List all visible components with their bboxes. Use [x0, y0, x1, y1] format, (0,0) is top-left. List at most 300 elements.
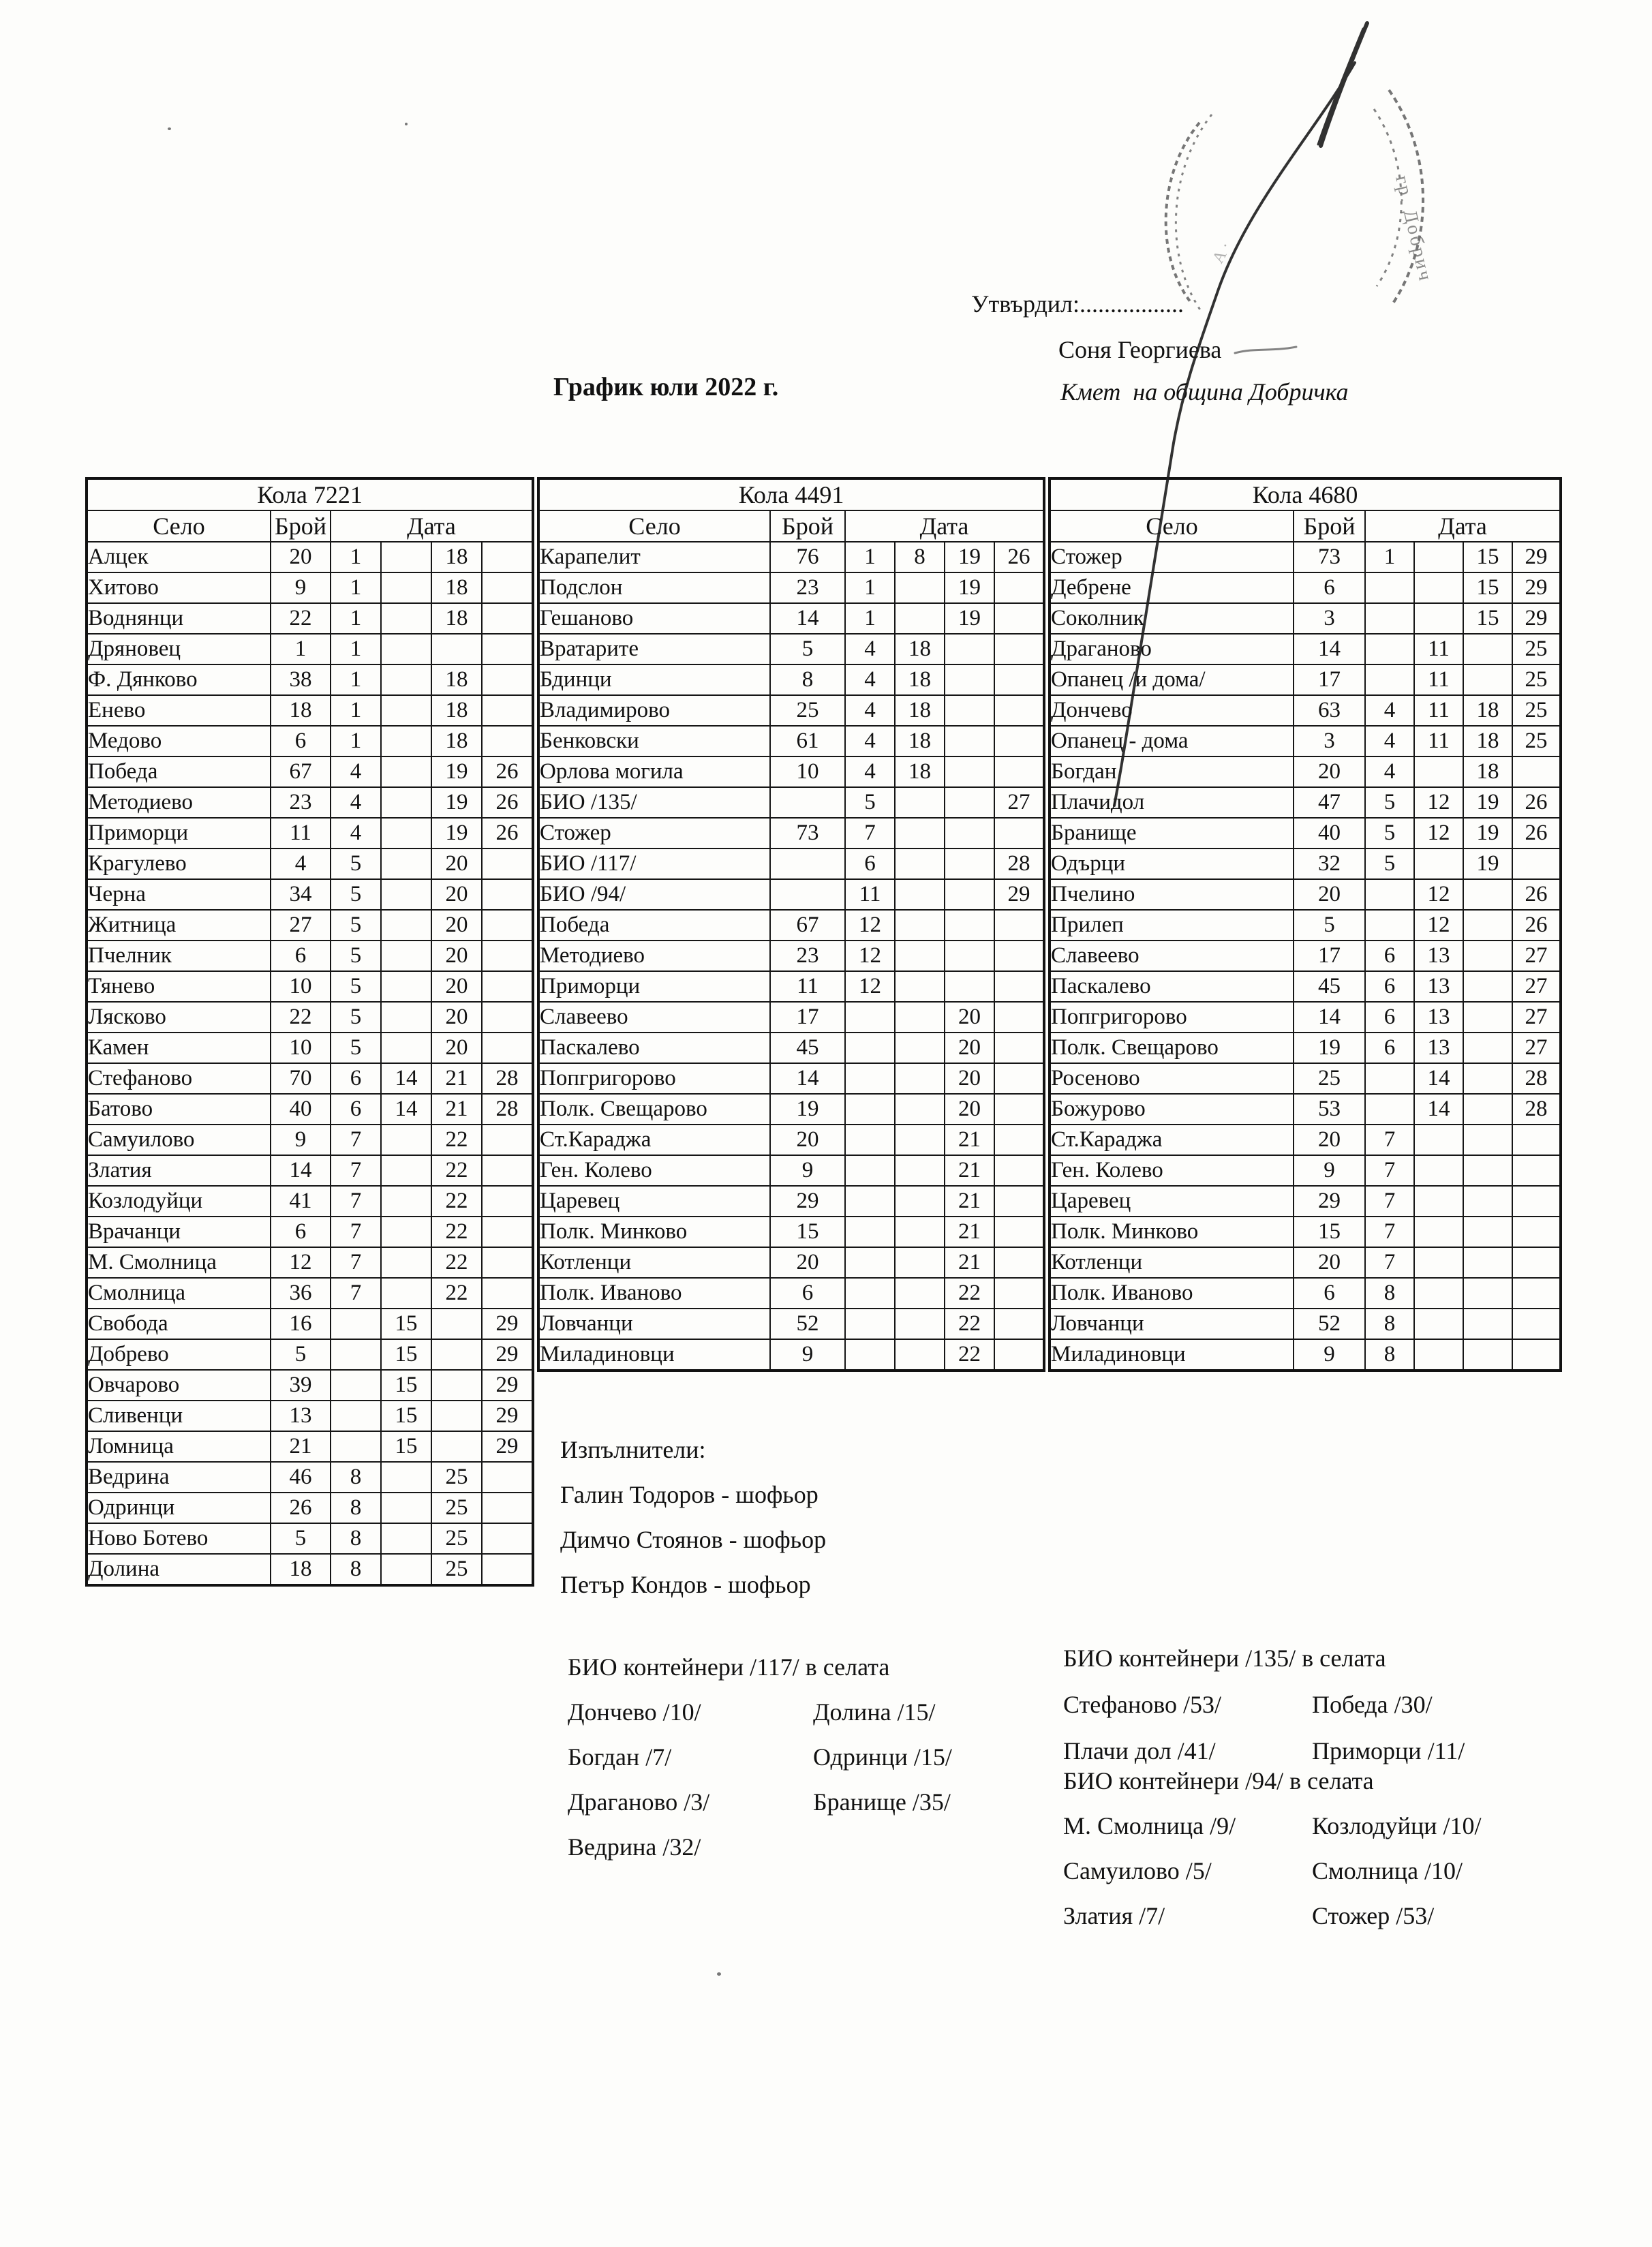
executor-driver: Петър Кондов - шофьор [560, 1571, 811, 1598]
date-cell: 11 [1414, 726, 1463, 756]
village-cell: Дряновец [87, 634, 271, 664]
table-row [1050, 726, 1561, 756]
bio-village-entry: Одринци /15/ [813, 1743, 952, 1771]
date-cell [482, 634, 533, 664]
village-cell: Смолница [87, 1278, 271, 1309]
village-column-header: Село [1050, 510, 1294, 542]
table-row [538, 1339, 1044, 1371]
table-row [538, 756, 1044, 787]
village-cell: Драганово [1050, 634, 1294, 664]
village-cell: Котленци [538, 1247, 770, 1278]
count-cell: 13 [271, 1401, 331, 1431]
date-cell: 4 [845, 664, 895, 695]
date-cell: 29 [1512, 572, 1561, 603]
date-cell: 15 [381, 1370, 431, 1401]
village-cell: Ф. Дянково [87, 664, 271, 695]
date-cell [945, 818, 994, 849]
count-cell: 40 [1294, 818, 1365, 849]
date-cell: 7 [1365, 1186, 1414, 1217]
car-header-row [1050, 478, 1561, 510]
date-cell [331, 1431, 381, 1462]
date-cell: 25 [1512, 726, 1561, 756]
table-row [1050, 910, 1561, 941]
village-cell: Батово [87, 1094, 271, 1125]
table-row [1050, 941, 1561, 971]
table-row [1050, 1247, 1561, 1278]
count-cell: 45 [770, 1033, 845, 1063]
date-cell: 1 [331, 726, 381, 756]
date-cell [331, 1309, 381, 1339]
date-cell: 4 [1365, 726, 1414, 756]
count-cell: 11 [770, 971, 845, 1002]
village-cell: Ловчанци [538, 1309, 770, 1339]
date-cell: 21 [945, 1217, 994, 1247]
date-cell: 5 [331, 971, 381, 1002]
table-row [87, 1278, 533, 1309]
date-cell: 18 [431, 664, 482, 695]
count-cell: 52 [770, 1309, 845, 1339]
table-row [87, 1094, 533, 1125]
date-cell: 5 [331, 1033, 381, 1063]
date-cell: 19 [945, 603, 994, 634]
date-cell [895, 818, 945, 849]
date-cell [381, 1554, 431, 1585]
date-cell: 18 [431, 726, 482, 756]
date-cell [895, 1278, 945, 1309]
village-cell: Енево [87, 695, 271, 726]
date-cell: 26 [1512, 910, 1561, 941]
table-row [87, 1462, 533, 1493]
date-cell: 28 [1512, 1063, 1561, 1094]
date-cell [895, 941, 945, 971]
table-row [87, 572, 533, 603]
count-cell: 9 [770, 1339, 845, 1371]
date-cell: 8 [1365, 1339, 1414, 1371]
date-cell: 15 [1463, 542, 1512, 572]
date-cell [895, 910, 945, 941]
date-cell: 22 [431, 1278, 482, 1309]
date-cell: 27 [1512, 1033, 1561, 1063]
village-cell: Победа [87, 756, 271, 787]
count-cell: 25 [1294, 1063, 1365, 1094]
date-cell [1512, 1278, 1561, 1309]
date-cell [1463, 634, 1512, 664]
stamp-city-text: гр. Добрич [1391, 173, 1437, 285]
date-cell [1365, 603, 1414, 634]
village-cell: Пчелник [87, 941, 271, 971]
date-cell [845, 1155, 895, 1186]
date-cell [331, 1339, 381, 1370]
date-cell: 5 [845, 787, 895, 818]
table-row [1050, 664, 1561, 695]
date-cell [1365, 572, 1414, 603]
village-cell: Полк. Свещарово [1050, 1033, 1294, 1063]
date-cell [895, 1155, 945, 1186]
count-cell [770, 849, 845, 879]
date-cell: 19 [431, 787, 482, 818]
date-cell: 4 [331, 787, 381, 818]
car-label: Кола 7221 [87, 478, 533, 510]
date-cell: 20 [431, 910, 482, 941]
date-cell [994, 1186, 1044, 1217]
count-cell: 8 [770, 664, 845, 695]
date-cell [482, 1554, 533, 1585]
count-cell: 6 [1294, 572, 1365, 603]
count-cell [770, 879, 845, 910]
date-cell [1365, 1094, 1414, 1125]
table-row [87, 542, 533, 572]
date-cell [381, 971, 431, 1002]
table-row [1050, 1217, 1561, 1247]
date-cell [1463, 941, 1512, 971]
date-cell: 8 [895, 542, 945, 572]
village-cell: Бранище [1050, 818, 1294, 849]
village-cell: Божурово [1050, 1094, 1294, 1125]
date-cell: 25 [431, 1523, 482, 1554]
date-cell: 22 [431, 1217, 482, 1247]
date-cell: 20 [431, 849, 482, 879]
schedule-table-kola-4680 [1048, 477, 1562, 1372]
date-cell: 19 [1463, 787, 1512, 818]
village-cell: Методиево [87, 787, 271, 818]
table-row [538, 879, 1044, 910]
village-cell: Хитово [87, 572, 271, 603]
date-cell: 5 [331, 941, 381, 971]
date-cell [482, 1493, 533, 1523]
table-row [1050, 879, 1561, 910]
table-row [538, 1002, 1044, 1033]
date-cell: 12 [845, 910, 895, 941]
date-column-header: Дата [331, 510, 533, 542]
bio-village-entry: Самуилово /5/ [1063, 1857, 1212, 1884]
count-cell: 23 [770, 572, 845, 603]
table-row [538, 1247, 1044, 1278]
date-cell: 6 [1365, 1033, 1414, 1063]
date-cell [1365, 1063, 1414, 1094]
date-cell [381, 695, 431, 726]
date-cell [482, 1186, 533, 1217]
date-cell [482, 879, 533, 910]
date-cell: 19 [945, 572, 994, 603]
date-cell [895, 1339, 945, 1371]
date-cell [895, 603, 945, 634]
date-cell [895, 572, 945, 603]
village-cell: Златия [87, 1155, 271, 1186]
date-cell: 1 [331, 542, 381, 572]
count-cell: 39 [271, 1370, 331, 1401]
count-cell: 45 [1294, 971, 1365, 1002]
table-row [1050, 1125, 1561, 1155]
village-column-header: Село [87, 510, 271, 542]
count-cell: 32 [1294, 849, 1365, 879]
date-cell: 25 [1512, 634, 1561, 664]
date-cell: 15 [381, 1401, 431, 1431]
table-row [87, 1523, 533, 1554]
date-cell: 22 [431, 1186, 482, 1217]
village-cell: БИО /117/ [538, 849, 770, 879]
date-cell [1463, 1339, 1512, 1371]
village-cell: Прилеп [1050, 910, 1294, 941]
count-cell: 34 [271, 879, 331, 910]
column-header-row [538, 510, 1044, 542]
count-cell: 14 [770, 1063, 845, 1094]
date-cell [895, 1063, 945, 1094]
date-cell [845, 1033, 895, 1063]
table-row [538, 1278, 1044, 1309]
table-row [1050, 695, 1561, 726]
count-cell: 9 [271, 572, 331, 603]
date-cell [994, 1339, 1044, 1371]
date-cell [482, 695, 533, 726]
table-row [87, 1309, 533, 1339]
table-row [1050, 756, 1561, 787]
date-cell [945, 910, 994, 941]
date-cell [1463, 971, 1512, 1002]
date-cell [1463, 1278, 1512, 1309]
date-cell [331, 1401, 381, 1431]
date-cell: 1 [1365, 542, 1414, 572]
date-cell: 19 [431, 818, 482, 849]
table-row [87, 849, 533, 879]
approval-label: Утвърдил:................. [971, 290, 1184, 318]
date-cell: 27 [1512, 941, 1561, 971]
date-cell: 4 [331, 818, 381, 849]
date-cell: 18 [431, 542, 482, 572]
date-cell: 12 [1414, 818, 1463, 849]
count-cell: 21 [271, 1431, 331, 1462]
date-cell: 19 [1463, 849, 1512, 879]
count-cell: 27 [271, 910, 331, 941]
date-cell: 19 [431, 756, 482, 787]
count-cell: 20 [770, 1247, 845, 1278]
village-cell: Козлодуйци [87, 1186, 271, 1217]
village-cell: Методиево [538, 941, 770, 971]
scan-speck [168, 127, 171, 130]
date-cell [994, 1309, 1044, 1339]
date-cell: 26 [482, 818, 533, 849]
table-row [1050, 1278, 1561, 1309]
village-cell: Царевец [1050, 1186, 1294, 1217]
count-cell: 76 [770, 542, 845, 572]
count-cell: 20 [1294, 756, 1365, 787]
count-cell: 9 [770, 1155, 845, 1186]
table-row [538, 910, 1044, 941]
count-cell: 10 [271, 971, 331, 1002]
date-cell [482, 1247, 533, 1278]
village-cell: М. Смолница [87, 1247, 271, 1278]
date-cell [381, 1217, 431, 1247]
date-cell: 26 [1512, 787, 1561, 818]
date-cell [895, 879, 945, 910]
count-column-header: Брой [271, 510, 331, 542]
table-row [1050, 603, 1561, 634]
date-cell [945, 941, 994, 971]
date-cell [1414, 1155, 1463, 1186]
count-cell [770, 787, 845, 818]
count-cell: 11 [271, 818, 331, 849]
date-cell: 12 [845, 941, 895, 971]
village-cell: Одринци [87, 1493, 271, 1523]
count-cell: 17 [1294, 664, 1365, 695]
table-row [538, 1094, 1044, 1125]
date-cell [1365, 634, 1414, 664]
date-cell: 25 [1512, 695, 1561, 726]
village-cell: Алцек [87, 542, 271, 572]
village-cell: Стефаново [87, 1063, 271, 1094]
date-cell [895, 1217, 945, 1247]
count-cell: 63 [1294, 695, 1365, 726]
village-cell: Славеево [1050, 941, 1294, 971]
date-cell: 5 [1365, 849, 1414, 879]
table-row [538, 971, 1044, 1002]
village-cell: Полк. Свещарово [538, 1094, 770, 1125]
village-cell: Миладиновци [1050, 1339, 1294, 1371]
date-cell [482, 1033, 533, 1063]
date-cell [945, 971, 994, 1002]
count-column-header: Брой [770, 510, 845, 542]
village-cell: Камен [87, 1033, 271, 1063]
date-cell: 26 [482, 756, 533, 787]
table-row [87, 756, 533, 787]
date-cell: 29 [482, 1309, 533, 1339]
date-cell: 7 [331, 1186, 381, 1217]
count-cell: 41 [271, 1186, 331, 1217]
count-cell: 10 [271, 1033, 331, 1063]
date-cell [431, 1431, 482, 1462]
table-row [87, 1155, 533, 1186]
date-cell: 1 [331, 634, 381, 664]
table-row [1050, 634, 1561, 664]
count-cell: 23 [770, 941, 845, 971]
table-row [87, 726, 533, 756]
date-cell: 11 [845, 879, 895, 910]
table-row [87, 941, 533, 971]
date-cell: 20 [945, 1002, 994, 1033]
village-cell: Владимирово [538, 695, 770, 726]
count-cell: 5 [1294, 910, 1365, 941]
date-cell [1414, 572, 1463, 603]
date-cell [381, 849, 431, 879]
date-cell [1463, 910, 1512, 941]
bio-village-entry: Ведрина /32/ [568, 1833, 701, 1861]
count-cell: 29 [770, 1186, 845, 1217]
table-row [538, 664, 1044, 695]
date-cell: 7 [331, 1247, 381, 1278]
date-cell: 22 [945, 1278, 994, 1309]
table-row [1050, 1094, 1561, 1125]
bio-village-entry: М. Смолница /9/ [1063, 1812, 1236, 1839]
date-cell [1512, 1155, 1561, 1186]
date-cell [381, 1125, 431, 1155]
date-cell [1463, 1033, 1512, 1063]
date-cell [945, 695, 994, 726]
date-cell [482, 572, 533, 603]
date-cell: 6 [1365, 941, 1414, 971]
table-row [87, 695, 533, 726]
date-cell: 14 [1414, 1094, 1463, 1125]
date-cell: 5 [331, 879, 381, 910]
date-cell [1463, 1094, 1512, 1125]
date-cell: 1 [331, 572, 381, 603]
date-cell [1365, 664, 1414, 695]
date-cell: 21 [945, 1186, 994, 1217]
date-cell [1463, 1125, 1512, 1155]
table-row [87, 1217, 533, 1247]
date-cell [381, 1155, 431, 1186]
date-cell: 8 [1365, 1309, 1414, 1339]
bio-village-entry: Победа /30/ [1312, 1691, 1433, 1718]
count-cell: 14 [770, 603, 845, 634]
date-cell [895, 1033, 945, 1063]
date-cell: 18 [1463, 695, 1512, 726]
schedule-table-kola-4491 [537, 477, 1045, 1372]
village-cell: Долина [87, 1554, 271, 1585]
table-row [538, 818, 1044, 849]
date-cell [1414, 1217, 1463, 1247]
svg-text:А ·: А · [1209, 239, 1236, 266]
column-header-row [1050, 510, 1561, 542]
table-row [87, 971, 533, 1002]
date-cell: 14 [381, 1094, 431, 1125]
table-row [538, 1063, 1044, 1094]
bio-village-entry: Бранище /35/ [813, 1788, 951, 1816]
village-cell: Приморци [538, 971, 770, 1002]
count-cell: 3 [1294, 603, 1365, 634]
date-cell: 4 [331, 756, 381, 787]
count-cell: 46 [271, 1462, 331, 1493]
count-cell: 6 [271, 726, 331, 756]
date-cell: 13 [1414, 1002, 1463, 1033]
count-cell: 5 [271, 1339, 331, 1370]
count-cell: 14 [271, 1155, 331, 1186]
date-cell: 27 [1512, 971, 1561, 1002]
date-cell: 5 [331, 1002, 381, 1033]
village-column-header: Село [538, 510, 770, 542]
count-cell: 20 [271, 542, 331, 572]
count-cell: 9 [1294, 1339, 1365, 1371]
date-cell [1414, 1125, 1463, 1155]
date-cell [482, 1125, 533, 1155]
village-cell: Опанец /и дома/ [1050, 664, 1294, 695]
date-cell [1512, 1247, 1561, 1278]
date-cell: 21 [945, 1247, 994, 1278]
count-cell: 14 [1294, 634, 1365, 664]
date-cell [431, 1339, 482, 1370]
date-cell [994, 1125, 1044, 1155]
date-cell: 26 [1512, 879, 1561, 910]
executor-driver: Димчо Стоянов - шофьор [560, 1526, 827, 1553]
date-cell: 14 [1414, 1063, 1463, 1094]
date-cell [845, 1063, 895, 1094]
date-cell [845, 1002, 895, 1033]
car-label: Кола 4491 [538, 478, 1044, 510]
date-cell: 6 [331, 1094, 381, 1125]
date-cell: 20 [431, 1033, 482, 1063]
count-cell: 20 [770, 1125, 845, 1155]
count-cell: 10 [770, 756, 845, 787]
date-cell: 27 [1512, 1002, 1561, 1033]
date-cell: 25 [431, 1554, 482, 1585]
table-row [538, 1309, 1044, 1339]
date-cell: 26 [994, 542, 1044, 572]
date-cell [1365, 879, 1414, 910]
village-cell: Полк. Минково [1050, 1217, 1294, 1247]
date-cell [381, 1247, 431, 1278]
date-cell: 8 [1365, 1278, 1414, 1309]
date-cell [945, 849, 994, 879]
village-cell: Добрево [87, 1339, 271, 1370]
date-cell: 27 [994, 787, 1044, 818]
